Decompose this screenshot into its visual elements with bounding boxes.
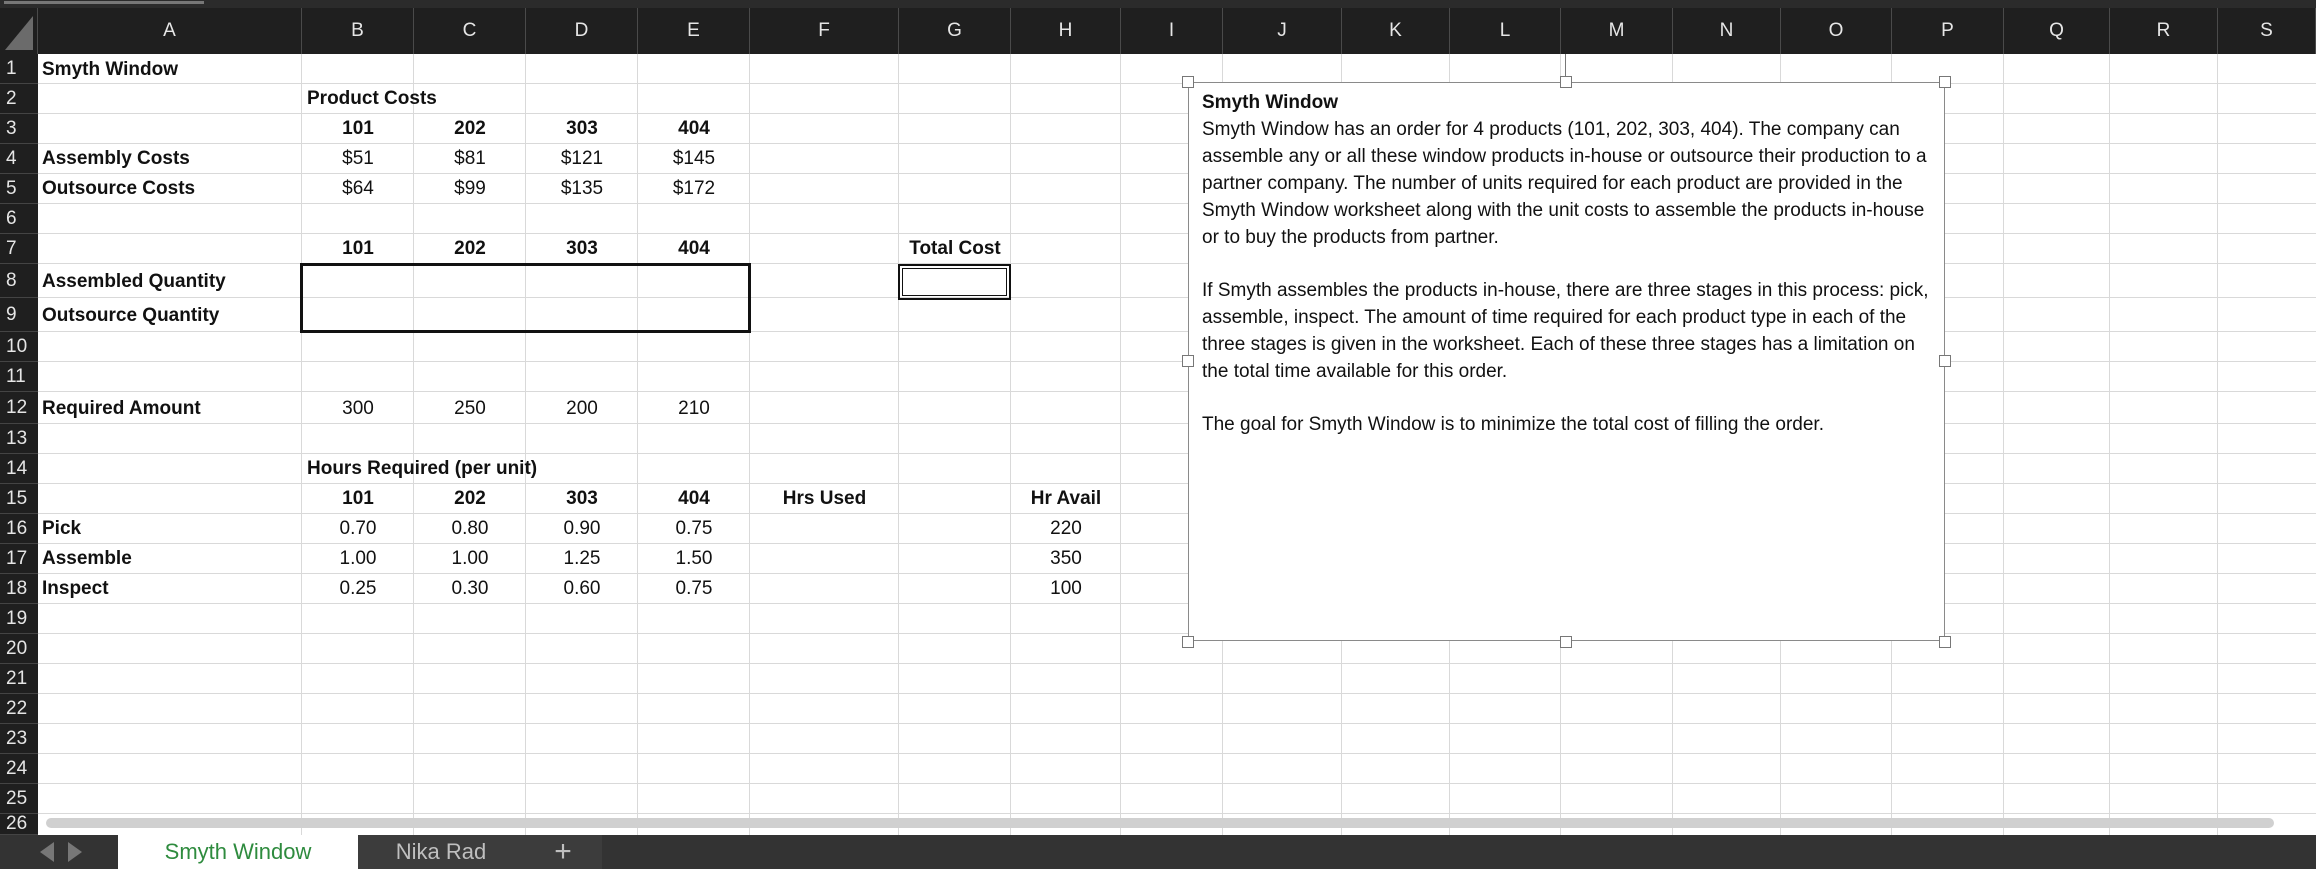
row-header-11[interactable]: 11 <box>0 362 38 392</box>
row-header-1[interactable]: 1 <box>0 54 38 84</box>
cell-g7[interactable]: Total Cost <box>909 237 1001 259</box>
grid-vline <box>1010 54 1011 835</box>
row-header-23[interactable]: 23 <box>0 724 38 754</box>
column-header-g[interactable]: G <box>899 8 1011 54</box>
grid-vline <box>898 54 899 835</box>
cell-d18[interactable]: 0.60 <box>563 577 601 599</box>
cell-b15[interactable]: 101 <box>342 487 374 509</box>
cell-c16[interactable]: 0.80 <box>451 517 489 539</box>
cell-c3[interactable]: 202 <box>454 117 486 139</box>
textbox-paragraph-2: If Smyth assembles the products in-house, there are three stages in this process: pick, assemble, inspect. The amount of time required for each product type in each of the three stages is given in the worksheet. Each of these three stages has a limitation on the total time available for this order. <box>1202 280 1929 382</box>
cell-b16[interactable]: 0.70 <box>339 517 377 539</box>
row-header-12[interactable]: 12 <box>0 392 38 424</box>
cell-a17[interactable]: Assemble <box>42 547 132 569</box>
row-header-3[interactable]: 3 <box>0 114 38 144</box>
cell-c7[interactable]: 202 <box>454 237 486 259</box>
cell-h18[interactable]: 100 <box>1050 577 1082 599</box>
total-cost-cell[interactable] <box>898 264 1011 300</box>
cell-b18[interactable]: 0.25 <box>339 577 377 599</box>
column-header-b[interactable]: B <box>302 8 414 54</box>
grid-vline <box>2217 54 2218 835</box>
cell-b5[interactable]: $64 <box>342 177 374 199</box>
resize-handle-bl[interactable] <box>1182 636 1194 648</box>
resize-handle-tr[interactable] <box>1939 76 1951 88</box>
decision-range-box[interactable] <box>300 263 751 333</box>
cell-e3[interactable]: 404 <box>678 117 710 139</box>
cell-a5[interactable]: Outsource Costs <box>42 177 196 199</box>
row-header-22[interactable]: 22 <box>0 694 38 724</box>
grid-hline <box>38 203 2316 204</box>
resize-handle-tl[interactable] <box>1182 76 1194 88</box>
prev-sheet-icon[interactable] <box>40 842 54 862</box>
cell-a16[interactable]: Pick <box>42 517 82 539</box>
next-sheet-icon[interactable] <box>68 842 82 862</box>
row-header-10[interactable]: 10 <box>0 332 38 362</box>
row-header-16[interactable]: 16 <box>0 514 38 544</box>
row-header-15[interactable]: 15 <box>0 484 38 514</box>
row-header-4[interactable]: 4 <box>0 144 38 174</box>
row-header-25[interactable]: 25 <box>0 784 38 814</box>
cell-c18[interactable]: 0.30 <box>451 577 489 599</box>
row-header-21[interactable]: 21 <box>0 664 38 694</box>
column-header-r[interactable]: R <box>2110 8 2218 54</box>
resize-handle-bm[interactable] <box>1560 636 1572 648</box>
grid-vline <box>2109 54 2110 835</box>
column-header-n[interactable]: N <box>1673 8 1781 54</box>
row-header-17[interactable]: 17 <box>0 544 38 574</box>
column-header-i[interactable]: I <box>1121 8 1223 54</box>
cell-c4[interactable]: $81 <box>454 147 486 169</box>
column-header-o[interactable]: O <box>1781 8 1892 54</box>
cell-e15[interactable]: 404 <box>678 487 710 509</box>
cell-d7[interactable]: 303 <box>566 237 598 259</box>
cell-d16[interactable]: 0.90 <box>563 517 601 539</box>
column-header-e[interactable]: E <box>638 8 750 54</box>
cell-b4[interactable]: $51 <box>342 147 374 169</box>
grid-hline <box>38 361 2316 362</box>
grid-hline <box>38 723 2316 724</box>
select-all-corner[interactable] <box>0 8 38 54</box>
row-header-14[interactable]: 14 <box>0 454 38 484</box>
cell-c12[interactable]: 250 <box>454 397 486 419</box>
column-header-c[interactable]: C <box>414 8 526 54</box>
cell-f15[interactable]: Hrs Used <box>782 487 867 509</box>
cell-b7[interactable]: 101 <box>342 237 374 259</box>
grid-hline <box>38 391 2316 392</box>
resize-handle-mr[interactable] <box>1939 355 1951 367</box>
grid-hline <box>38 663 2316 664</box>
row-header-9[interactable]: 9 <box>0 298 38 332</box>
rotate-handle-stem[interactable] <box>1565 54 1566 76</box>
resize-handle-br[interactable] <box>1939 636 1951 648</box>
cell-a4[interactable]: Assembly Costs <box>42 147 190 169</box>
row-header-13[interactable]: 13 <box>0 424 38 454</box>
column-header-f[interactable]: F <box>750 8 899 54</box>
row-header-26[interactable]: 26 <box>0 814 38 835</box>
cell-b12[interactable]: 300 <box>342 397 374 419</box>
title-strip <box>0 0 2316 8</box>
cell-e12[interactable]: 210 <box>678 397 710 419</box>
grid-hline <box>38 753 2316 754</box>
grid-hline <box>38 603 2316 604</box>
column-header-d[interactable]: D <box>526 8 638 54</box>
cell-d5[interactable]: $135 <box>560 177 604 199</box>
cell-e18[interactable]: 0.75 <box>675 577 713 599</box>
cell-h15[interactable]: Hr Avail <box>1030 487 1102 509</box>
grid-hline <box>38 423 2316 424</box>
row-header-19[interactable]: 19 <box>0 604 38 634</box>
grid-vline <box>2003 54 2004 835</box>
row-header-2[interactable]: 2 <box>0 84 38 114</box>
grid-hline <box>38 693 2316 694</box>
cell-d17[interactable]: 1.25 <box>563 547 601 569</box>
description-textbox[interactable] <box>1188 82 1945 641</box>
resize-handle-tm[interactable] <box>1560 76 1572 88</box>
horizontal-scrollbar[interactable] <box>46 818 2274 828</box>
cell-d4[interactable]: $121 <box>560 147 604 169</box>
cell-e5[interactable]: $172 <box>672 177 716 199</box>
row-header-7[interactable]: 7 <box>0 234 38 264</box>
cell-d12[interactable]: 200 <box>566 397 598 419</box>
column-header-h[interactable]: H <box>1011 8 1121 54</box>
cell-a9[interactable]: Outsource Quantity <box>42 304 220 326</box>
column-header-k[interactable]: K <box>1342 8 1450 54</box>
grid-vline <box>1120 54 1121 835</box>
column-header-l[interactable]: L <box>1450 8 1561 54</box>
cell-b2[interactable]: Product Costs <box>307 87 437 109</box>
tab-smyth-window[interactable]: Smyth Window <box>118 835 358 869</box>
cell-d15[interactable]: 303 <box>566 487 598 509</box>
grid-hline <box>38 633 2316 634</box>
textbox-paragraph-1: Smyth Window has an order for 4 products (101, 202, 303, 404). The company can assemble any or all these window products in-house or outsource their production to a partner company. The number of units required for each product are provided in the Smyth Window worksheet along with the unit costs to assemble the products in-house or to buy the products from partner. <box>1202 119 1927 248</box>
cell-b3[interactable]: 101 <box>342 117 374 139</box>
cell-b17[interactable]: 1.00 <box>339 547 377 569</box>
row-header-20[interactable]: 20 <box>0 634 38 664</box>
column-header-j[interactable]: J <box>1223 8 1342 54</box>
cell-h16[interactable]: 220 <box>1050 517 1082 539</box>
cell-h17[interactable]: 350 <box>1050 547 1082 569</box>
grid-hline <box>38 813 2316 814</box>
cell-e17[interactable]: 1.50 <box>675 547 713 569</box>
selection-indicator <box>4 1 204 4</box>
column-header-q[interactable]: Q <box>2004 8 2110 54</box>
cell-a12[interactable]: Required Amount <box>42 397 201 419</box>
grid-hline <box>38 783 2316 784</box>
row-header-8[interactable]: 8 <box>0 264 38 298</box>
textbox-paragraph-3: The goal for Smyth Window is to minimize the total cost of filling the order. <box>1202 414 1824 435</box>
cell-a1[interactable]: Smyth Window <box>42 58 178 80</box>
resize-handle-ml[interactable] <box>1182 355 1194 367</box>
column-header-s[interactable]: S <box>2218 8 2316 54</box>
cell-c15[interactable]: 202 <box>454 487 486 509</box>
cell-e16[interactable]: 0.75 <box>675 517 713 539</box>
cell-e4[interactable]: $145 <box>672 147 716 169</box>
tab-nika-rad[interactable]: Nika Rad <box>358 835 524 869</box>
textbox-title: Smyth Window <box>1202 92 1338 113</box>
row-header-6[interactable]: 6 <box>0 204 38 234</box>
row-header-24[interactable]: 24 <box>0 754 38 784</box>
add-sheet-button[interactable]: + <box>524 835 602 869</box>
cell-b14[interactable]: Hours Required (per unit) <box>307 457 538 479</box>
cell-d3[interactable]: 303 <box>566 117 598 139</box>
cell-e7[interactable]: 404 <box>678 237 710 259</box>
cell-a18[interactable]: Inspect <box>42 577 109 599</box>
cell-c5[interactable]: $99 <box>454 177 486 199</box>
column-header-a[interactable]: A <box>38 8 302 54</box>
column-header-p[interactable]: P <box>1892 8 2004 54</box>
row-header-18[interactable]: 18 <box>0 574 38 604</box>
cell-a8[interactable]: Assembled Quantity <box>42 270 226 292</box>
row-header-5[interactable]: 5 <box>0 174 38 204</box>
column-header-m[interactable]: M <box>1561 8 1673 54</box>
cell-c17[interactable]: 1.00 <box>451 547 489 569</box>
